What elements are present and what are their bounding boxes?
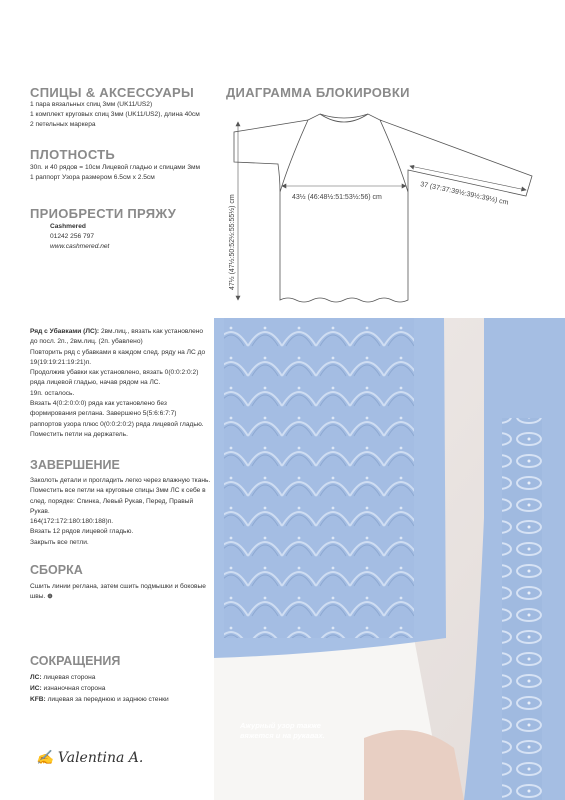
abbreviation-item: ЛС: лицевая сторона	[30, 674, 96, 681]
finishing-line: след. порядке: Спинка, Левый Рукав, Перед, Правый	[30, 497, 194, 505]
blocking-diagram	[220, 100, 540, 315]
finishing-heading: ЗАВЕРШЕНИЕ	[30, 458, 120, 472]
abbreviations-heading: СОКРАЩЕНИЯ	[30, 654, 121, 668]
instruction-line: Продолжив убавки как установлено, вязать 0(0:0:2:0:2)	[30, 369, 199, 377]
supplier-name: Cashmered	[50, 223, 86, 230]
finishing-line: Закрыть все петли.	[30, 538, 89, 546]
instruction-line: 19п. осталось.	[30, 389, 75, 397]
finishing-line: Поместить все петли на круговые спицы 3мм ЛС к себе в	[30, 487, 206, 495]
instruction-line: Вязать 4(0:2:0:0:0) ряда как установлено без	[30, 400, 167, 408]
needles-heading: СПИЦЫ & АКСЕССУАРЫ	[30, 85, 195, 100]
needles-item: 1 комплект круговых спиц 3мм (UK11/US2), длина 40см	[30, 111, 200, 119]
instruction-line: формирования реглана. Завершено 5(5:6:6:7:7)	[30, 410, 177, 418]
photo-caption	[240, 721, 325, 741]
assembly-text	[30, 582, 206, 603]
finishing-line: Заколоть детали и прогладить легко через влажную ткань.	[30, 477, 211, 484]
caption-line: Ажурный узор также	[240, 721, 321, 730]
length-label: 47½ (47½:50:52½:55:55½) cm	[229, 194, 236, 290]
gauge-heading: ПЛОТНОСТЬ	[30, 147, 116, 162]
finishing-line: Рукав.	[30, 507, 50, 515]
end-mark-icon: ⊕	[47, 593, 53, 601]
finishing-text	[30, 476, 210, 548]
needles-item: 1 пара вязальных спиц 3мм (UK11/US2)	[30, 101, 153, 108]
designer-signature: ✍ Valentina A.	[36, 750, 144, 766]
width-label: 43½ (46:48½:51:53½:56) cm	[292, 194, 382, 201]
decrease-instructions	[30, 327, 205, 440]
abbreviations-list	[30, 672, 169, 705]
needles-list	[30, 100, 200, 131]
finishing-line: 164(172:172:180:180:188)п.	[30, 518, 114, 526]
instruction-line: до посл. 2п., 2вм.лиц. (2п. убавлено)	[30, 338, 143, 346]
instruction-line: Повторить ряд с убавками в каждом след. ряду на ЛС до	[30, 348, 206, 356]
assembly-heading: СБОРКА	[30, 563, 83, 577]
instruction-line: Поместить петли на держатель.	[30, 430, 128, 438]
diagram-heading: ДИАГРАММА БЛОКИРОВКИ	[226, 85, 410, 100]
instruction-line: Ряд с Убавками (ЛС): 2вм.лиц., вязать как установлено	[30, 328, 204, 335]
sleeve-lace	[502, 418, 542, 800]
supplier-website[interactable]: www.cashmered.net	[50, 243, 110, 250]
abbreviation-item: ИС: изнаночная сторона	[30, 685, 106, 692]
yarn-heading: ПРИОБРЕСТИ ПРЯЖУ	[30, 206, 177, 221]
assembly-line: Сшить линии реглана, затем сшить подмышки и боковые	[30, 583, 206, 590]
gauge-list	[30, 163, 200, 183]
gauge-item: 1 раппорт Узора размером 6.5см x 2.5см	[30, 174, 155, 182]
assembly-line: швы. ⊕	[30, 593, 53, 601]
needles-item: 2 петельных маркера	[30, 121, 96, 129]
finishing-line: Вязать 12 рядов лицевой гладью.	[30, 528, 134, 536]
abbreviation-item: KFB: лицевая за переднюю и заднюю стенки	[30, 696, 169, 703]
instruction-line: 19(19:19:21:19:21)п.	[30, 358, 92, 366]
pen-icon: ✍	[36, 750, 54, 766]
sleeve-label: 37 (37:37:39½:39½:39½) cm	[419, 181, 509, 207]
sweater-outline	[234, 114, 532, 302]
yarn-supplier	[50, 222, 109, 252]
instruction-line: ряда лицевой гладью, начав рядом на ЛС.	[30, 379, 161, 387]
supplier-phone: 01242 256 797	[50, 233, 95, 240]
instruction-line: раппортов узора плюс 0(0:0:2:0:2) ряда лицевой гладью.	[30, 420, 204, 428]
caption-line: вяжется и на рукавах.	[240, 731, 325, 740]
lace-panel	[224, 318, 414, 638]
gauge-item: 30п. и 40 рядов = 10см Лицевой гладью и спицами 3мм	[30, 164, 201, 171]
